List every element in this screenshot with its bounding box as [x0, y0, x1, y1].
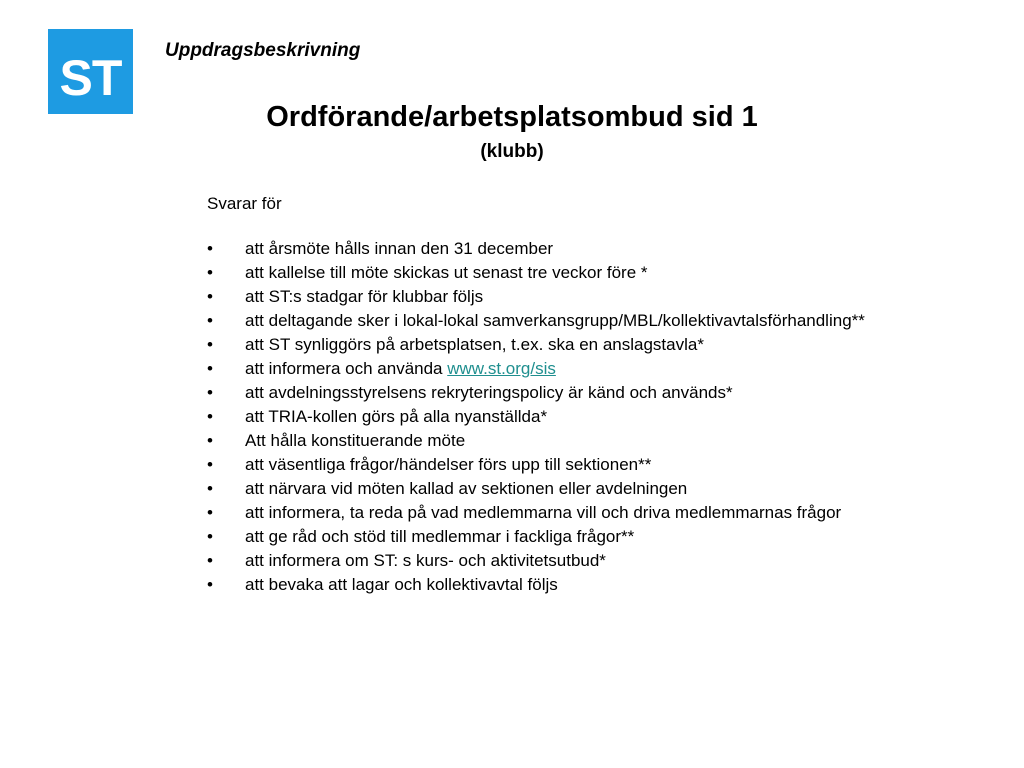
list-item [207, 240, 907, 257]
list-item [207, 432, 907, 449]
bullet-icon: • [207, 575, 213, 594]
list-item-text: att informera, ta reda på vad medlemmarna vill och driva medlemmarnas frågor [245, 503, 842, 522]
bullet-icon: • [207, 527, 213, 546]
list-item-text: att informera om ST: s kurs- och aktivitetsutbud* [245, 551, 606, 570]
list-item [207, 528, 907, 545]
list-item [207, 312, 907, 329]
page-subtitle: (klubb) [480, 141, 544, 162]
list-item [207, 360, 907, 377]
sis-link[interactable]: www.st.org/sis [447, 359, 556, 378]
list-item-text: att väsentliga frågor/händelser förs upp till sektionen** [245, 455, 652, 474]
bullet-icon: • [207, 551, 213, 570]
page-title: Ordförande/arbetsplatsombud sid 1 [266, 101, 758, 133]
bullet-icon: • [207, 335, 213, 354]
bullet-icon: • [207, 311, 213, 330]
responsibilities-list [207, 240, 907, 600]
list-item-text: att närvara vid möten kallad av sektionen eller avdelningen [245, 479, 688, 498]
list-item-text: att bevaka att lagar och kollektivavtal följs [245, 575, 558, 594]
bullet-icon: • [207, 503, 213, 522]
bullet-icon: • [207, 263, 213, 282]
bullet-icon: • [207, 455, 213, 474]
bullet-icon: • [207, 287, 213, 306]
bullet-icon: • [207, 359, 213, 378]
list-item-text: att TRIA-kollen görs på alla nyanställda* [245, 407, 548, 426]
list-item [207, 576, 907, 593]
list-item [207, 384, 907, 401]
list-item [207, 264, 907, 281]
list-item [207, 408, 907, 425]
bullet-icon: • [207, 479, 213, 498]
list-item-text: Att hålla konstituerande möte [245, 431, 466, 450]
list-item [207, 480, 907, 497]
bullet-icon: • [207, 239, 213, 258]
list-item [207, 456, 907, 473]
list-item-text: att årsmöte hålls innan den 31 december [245, 239, 554, 258]
list-item-text: att ge råd och stöd till medlemmar i fackliga frågor** [245, 527, 635, 546]
list-item-text: att deltagande sker i lokal-lokal samverkansgrupp/MBL/kollektivavtalsförhandling** [245, 311, 865, 330]
list-item-text: att avdelningsstyrelsens rekryteringspolicy är känd och används* [245, 383, 733, 402]
bullet-icon: • [207, 383, 213, 402]
bullet-icon: • [207, 431, 213, 450]
list-item [207, 504, 907, 521]
bullet-icon: • [207, 407, 213, 426]
list-item-text: att kallelse till möte skickas ut senast tre veckor före * [245, 263, 648, 282]
intro-text: Svarar för [207, 194, 282, 213]
list-item [207, 288, 907, 305]
logo-text: ST [59, 50, 122, 106]
list-item-text: att ST synliggörs på arbetsplatsen, t.ex. ska en anslagstavla* [245, 335, 704, 354]
list-item [207, 552, 907, 569]
list-item-text: att ST:s stadgar för klubbar följs [245, 287, 484, 306]
list-item [207, 336, 907, 353]
document-type-label: Uppdragsbeskrivning [165, 40, 361, 61]
list-item-text: att informera och använda [245, 359, 448, 378]
